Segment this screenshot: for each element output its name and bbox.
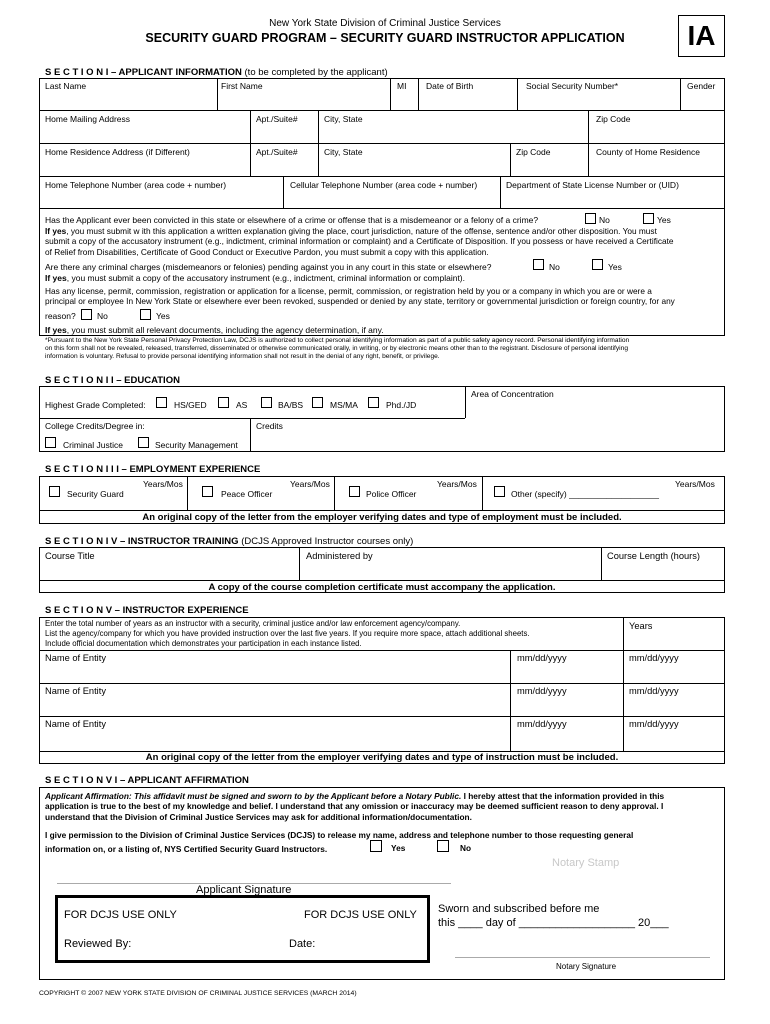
revoked-reason-label: reason?: [45, 311, 76, 321]
question-conviction: Has the Applicant ever been convicted in this state or elsewhere of a crime or offense that is a misdemeanor or a felony of a crime?: [45, 215, 539, 225]
administered-by-field[interactable]: [300, 563, 600, 579]
peace-officer-label: Peace Officer: [221, 489, 273, 499]
highest-grade-label: Highest Grade Completed:: [45, 400, 146, 410]
entity-2-end-date[interactable]: mm/dd/yyyy: [629, 686, 679, 696]
entity-1-name-field[interactable]: [40, 665, 509, 682]
peace-officer-checkbox[interactable]: [202, 486, 213, 497]
ssn-label: Social Security Number*: [526, 81, 619, 91]
entity-3-end-date[interactable]: mm/dd/yyyy: [629, 719, 679, 729]
permission-yes-label: Yes: [391, 843, 406, 853]
section-1-title: S E C T I O N I – APPLICANT INFORMATION (to be completed by the applicant): [45, 67, 388, 78]
course-certificate-notice: A copy of the course completion certificate must accompany the application.: [208, 582, 556, 593]
permission-no-checkbox[interactable]: [437, 840, 449, 852]
copyright: COPYRIGHT © 2007 NEW YORK STATE DIVISION OF CRIMINAL JUSTICE SERVICES (MARCH 2014): [39, 990, 357, 997]
other-employment-checkbox[interactable]: [494, 486, 505, 497]
last-name-label: Last Name: [45, 81, 87, 91]
instruction-letter-notice: An original copy of the letter from the employer verifying dates and type of instruction must be included.: [145, 752, 619, 763]
last-name-field[interactable]: [40, 92, 216, 109]
criminal-justice-label: Criminal Justice: [63, 440, 123, 450]
county-field[interactable]: [589, 158, 724, 175]
hsged-checkbox[interactable]: [156, 397, 167, 408]
mailing-address-field[interactable]: [40, 125, 249, 142]
question-license-revoked: Has any license, permit, commission, registration or application for a license, permit, commission, or registration held by you or a company in which you are or were a principal or employee In New York State or elsewhere ever been revoked, suspended or denied by any state, territory or governmental jurisdiction or foreign country, for any: [45, 286, 675, 307]
as-checkbox[interactable]: [218, 397, 229, 408]
police-officer-checkbox[interactable]: [349, 486, 360, 497]
msma-label: MS/MA: [330, 400, 358, 410]
cell-tel-label: Cellular Telephone Number (area code + number): [290, 180, 478, 190]
other-years-label: Years/Mos: [675, 479, 715, 489]
residence-address-label: Home Residence Address (if Different): [45, 147, 190, 157]
conviction-yes-label: Yes: [657, 215, 671, 225]
city1-label: City, State: [324, 114, 363, 124]
city1-field[interactable]: [319, 125, 587, 142]
revoked-no-checkbox[interactable]: [81, 309, 92, 320]
section-6-title: S E C T I O N V I – APPLICANT AFFIRMATION: [45, 775, 249, 786]
pending-yes-checkbox[interactable]: [592, 259, 603, 270]
phd-checkbox[interactable]: [368, 397, 379, 408]
phd-label: Phd./JD: [386, 400, 417, 410]
conviction-instructions: If yes, you must submit w ith this application a written explanation giving the place, court jurisdiction, nature of the offense, sentence and/or other disposition. You must submit a copy of the accusatory instrument (e.g., indictment, criminal information or complaint) and a Certificate of Disposition. If you possess or have received a Certificate of Relief from Disabilities, Certificate of Good Conduct or Executive Pardon, you must submit a copy with this application.: [45, 226, 674, 257]
administered-by-label: Administered by: [306, 551, 373, 561]
security-management-checkbox[interactable]: [138, 437, 149, 448]
years-label: Years: [629, 621, 653, 631]
section-2-title: S E C T I O N I I – EDUCATION: [45, 375, 180, 386]
dcjs-use-only-right: FOR DCJS USE ONLY: [304, 909, 417, 921]
form-title: SECURITY GUARD PROGRAM – SECURITY GUARD INSTRUCTOR APPLICATION: [145, 31, 625, 45]
question-pending-charges: Are there any criminal charges (misdemeanors or felonies) pending against you in any court in this state or elsewhere?: [45, 262, 492, 272]
apt2-label: Apt./Suite#: [256, 147, 298, 157]
revoked-yes-checkbox[interactable]: [140, 309, 151, 320]
dob-field[interactable]: [419, 92, 516, 109]
apt2-field[interactable]: [251, 158, 317, 175]
city2-label: City, State: [324, 147, 363, 157]
section-5-title: S E C T I O N V – INSTRUCTOR EXPERIENCE: [45, 605, 249, 616]
pol-years-label: Years/Mos: [437, 479, 477, 489]
pending-yes-label: Yes: [608, 262, 622, 272]
hsged-label: HS/GED: [174, 400, 207, 410]
security-management-label: Security Management: [155, 440, 238, 450]
notary-signature-line[interactable]: [455, 957, 710, 958]
zip2-field[interactable]: [511, 158, 587, 175]
police-officer-label: Police Officer: [366, 489, 417, 499]
license-label: Department of State License Number or (UID): [506, 180, 679, 190]
course-title-label: Course Title: [45, 551, 95, 561]
instructor-experience-instructions: Enter the total number of years as an instructor with a security, criminal justice and/or law enforcement agency/company. List the agency/company for which you have provided instruction over the last five years. If you require more space, attach additional sheets. Include official documentation which demonstrates your participation in each instance listed.: [45, 619, 530, 648]
city2-field[interactable]: [319, 158, 509, 175]
home-tel-field[interactable]: [40, 191, 282, 207]
babs-label: BA/BS: [278, 400, 304, 410]
area-concentration-label: Area of Concentration: [471, 389, 554, 399]
home-tel-label: Home Telephone Number (area code + number): [45, 180, 227, 190]
ssn-field[interactable]: [518, 92, 679, 109]
permission-no-label: No: [460, 843, 472, 853]
entity-1-start-date[interactable]: mm/dd/yyyy: [517, 653, 567, 663]
zip2-label: Zip Code: [516, 147, 551, 157]
area-concentration-field[interactable]: [466, 400, 724, 417]
form-code: IA: [687, 20, 716, 51]
zip1-label: Zip Code: [596, 114, 631, 124]
permission-yes-checkbox[interactable]: [370, 840, 382, 852]
entity-2-name-field[interactable]: [40, 698, 509, 715]
employment-letter-notice: An original copy of the letter from the employer verifying dates and type of employment must be included.: [142, 512, 622, 523]
sworn-line-1: Sworn and subscribed before me: [438, 903, 600, 915]
mi-field[interactable]: [391, 92, 417, 109]
gender-label: Gender: [687, 81, 716, 91]
babs-checkbox[interactable]: [261, 397, 272, 408]
entity-3-name-field[interactable]: [40, 731, 509, 750]
security-guard-label: Security Guard: [67, 489, 124, 499]
revoked-instructions: If yes, you must submit all relevant documents, including the agency determination, if any.: [45, 325, 384, 335]
entity-1-name-label: Name of Entity: [45, 653, 106, 663]
pending-no-label: No: [549, 262, 560, 272]
cell-tel-field[interactable]: [284, 191, 499, 207]
entity-3-start-date[interactable]: mm/dd/yyyy: [517, 719, 567, 729]
county-label: County of Home Residence: [596, 147, 700, 157]
sworn-line-2[interactable]: this ____ day of ___________________ 20___: [438, 917, 669, 929]
entity-2-start-date[interactable]: mm/dd/yyyy: [517, 686, 567, 696]
conviction-yes-checkbox[interactable]: [643, 213, 654, 224]
entity-3-name-label: Name of Entity: [45, 719, 106, 729]
criminal-justice-checkbox[interactable]: [45, 437, 56, 448]
sg-years-label: Years/Mos: [143, 479, 183, 489]
entity-2-name-label: Name of Entity: [45, 686, 106, 696]
dcjs-use-only-left: FOR DCJS USE ONLY: [64, 909, 177, 921]
privacy-note: *Pursuant to the New York State Personal Privacy Protection Law, DCJS is authorized to collect personal identifying information as part of a public safety agency record. Personal identifying information on this form shall not be revealed, released, transferred, disseminated or otherwise communicated orally, in writing, or by electronic means other than to the registrant. Disclosure of personal identifying information is voluntary. Refusal to provide personal identifying information shall not result in the denial of any right, benefit, or privilege.: [45, 337, 630, 360]
conviction-no-checkbox[interactable]: [585, 213, 596, 224]
mailing-address-label: Home Mailing Address: [45, 114, 131, 124]
course-length-field[interactable]: [602, 563, 724, 579]
college-credits-label: College Credits/Degree in:: [45, 421, 145, 431]
section-4-title: S E C T I O N I V – INSTRUCTOR TRAINING (DCJS Approved Instructor courses only): [45, 536, 414, 547]
zip1-field[interactable]: [589, 125, 724, 142]
applicant-signature-label: Applicant Signature: [196, 884, 292, 896]
po-years-label: Years/Mos: [290, 479, 330, 489]
course-title-field[interactable]: [40, 563, 298, 579]
revoked-yes-label: Yes: [156, 311, 170, 321]
notary-stamp-label: Notary Stamp: [552, 857, 620, 869]
gender-field[interactable]: [681, 92, 724, 109]
review-date-label: Date:: [289, 938, 316, 950]
years-field[interactable]: [624, 633, 724, 649]
release-permission: I give permission to the Division of Criminal Justice Services (DCJS) to release my name, address and telephone number to those requesting general information on, or a listing of, NYS Certified Security Guard Instructors.: [45, 830, 634, 854]
dcjs-use-box: [55, 895, 430, 963]
notary-signature-label: Notary Signature: [556, 962, 617, 971]
mi-label: MI: [397, 81, 407, 91]
conviction-no-label: No: [599, 215, 610, 225]
course-length-label: Course Length (hours): [607, 551, 701, 561]
other-employment-label: Other (specify) ___________________: [511, 489, 659, 499]
section-3-title: S E C T I O N I I I – EMPLOYMENT EXPERIENCE: [45, 464, 261, 475]
entity-1-end-date[interactable]: mm/dd/yyyy: [629, 653, 679, 663]
license-field[interactable]: [501, 191, 724, 207]
pending-instructions: If yes, you must submit a copy of the accusatory instrument (e.g., indictment, criminal information or complaint).: [45, 273, 465, 283]
apt1-label: Apt./Suite#: [256, 114, 298, 124]
as-label: AS: [236, 400, 248, 410]
msma-checkbox[interactable]: [312, 397, 323, 408]
first-name-label: First Name: [221, 81, 263, 91]
residence-address-field[interactable]: [40, 158, 249, 175]
reviewed-by-label: Reviewed By:: [64, 938, 132, 950]
credits-label: Credits: [256, 421, 283, 431]
revoked-no-label: No: [97, 311, 108, 321]
applicant-affirmation: Applicant Affirmation: This affidavit must be signed and sworn to by the Applicant before a Notary Public. I hereby attest that the information provided in this application is true to the best of my knowledge and belief. I understand that any omission or inaccuracy may be deemed sufficient reason to deny approval. I understand that the Division of Criminal Justice Services may ask for additional information/documentation.: [45, 791, 665, 822]
credits-field[interactable]: [251, 432, 724, 451]
first-name-field[interactable]: [218, 92, 389, 109]
pending-no-checkbox[interactable]: [533, 259, 544, 270]
apt1-field[interactable]: [251, 125, 317, 142]
agency-name: New York State Division of Criminal Justice Services: [269, 18, 501, 29]
dob-label: Date of Birth: [426, 81, 474, 91]
security-guard-checkbox[interactable]: [49, 486, 60, 497]
